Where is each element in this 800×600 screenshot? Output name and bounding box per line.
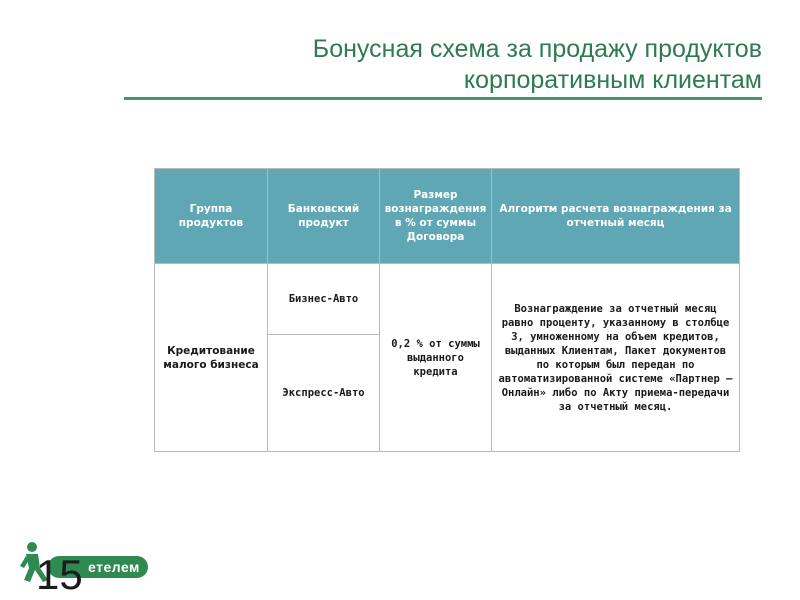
cell-algorithm: Вознаграждение за отчетный месяц равно проценту, указанному в столбце 3, умноженному на объем кредитов, выданных Клиентам, Пакет документов по которым был передан по автоматизированной системе «Партнер –Онлайн» либо по Акту приема-передачи за отчетный месяц. [492, 264, 740, 452]
logo-wordmark: етелем [48, 556, 148, 578]
header-algorithm: Алгоритм расчета вознаграждения за отчетный месяц [492, 169, 740, 264]
header-bank-product: Банковский продукт [268, 169, 380, 264]
slide-title [162, 34, 762, 96]
header-product-group: Группа продуктов [155, 169, 268, 264]
slide-title-line1: Бонусная схема за продажу продуктов [312, 35, 762, 63]
table-row [155, 264, 740, 335]
cell-reward-rate: 0,2 % от суммы выданного кредита [380, 264, 492, 452]
header-reward-size: Размер вознаграждения в % от суммы Договора [380, 169, 492, 264]
title-divider [124, 97, 762, 100]
cell-product-express-avto: Экспресс-Авто [268, 335, 380, 452]
slide-title-line2: корпоративным клиентам [463, 66, 762, 94]
cell-product-group: Кредитование малого бизнеса [155, 264, 268, 452]
cell-product-biznes-avto: Бизнес-Авто [268, 264, 380, 335]
bonus-table [154, 168, 740, 452]
slide-number: 15 [36, 551, 83, 598]
table-header-row [155, 169, 740, 264]
